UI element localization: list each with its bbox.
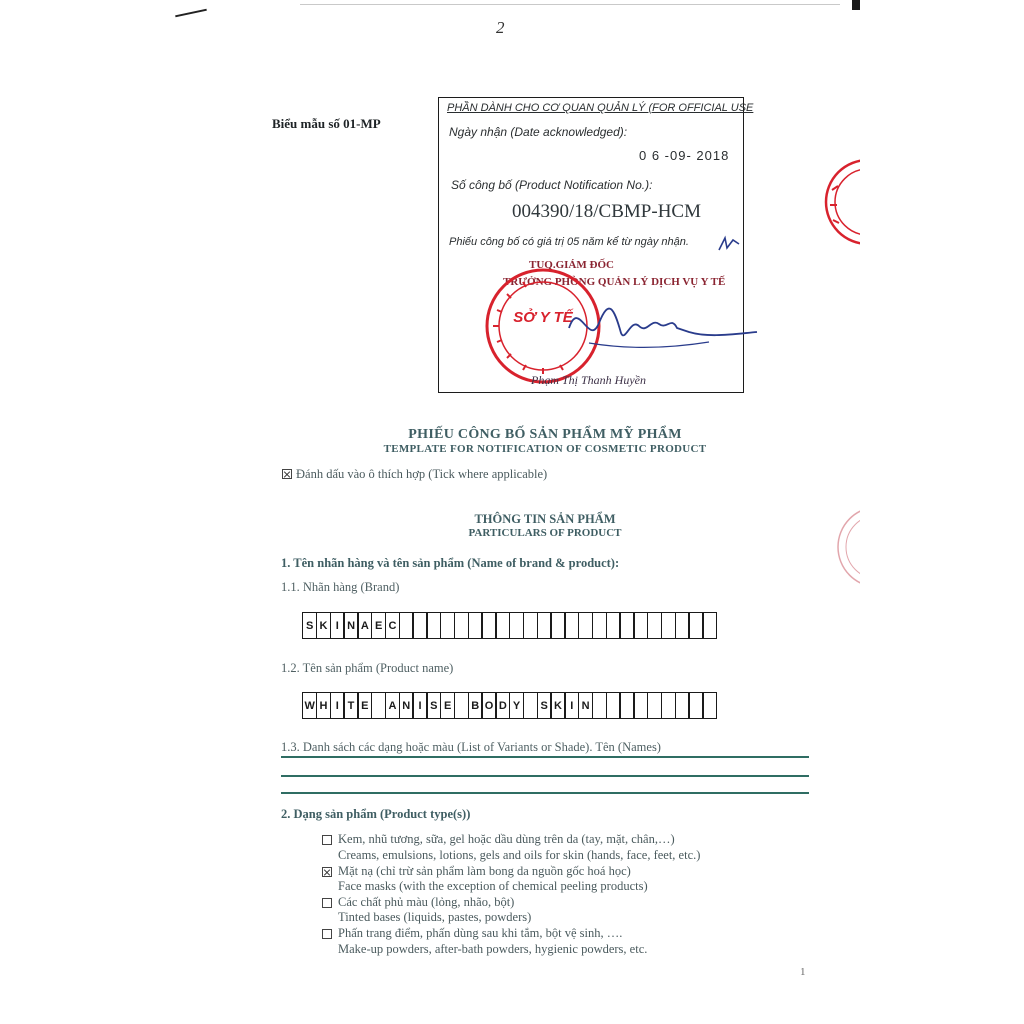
option-4-en: Make-up powders, after-bath powders, hygienic powders, etc. bbox=[338, 942, 648, 956]
product-info-heading-vi: THÔNG TIN SẢN PHẨM bbox=[474, 512, 616, 526]
deputy-director-title: TUQ.GIÁM ĐỐC bbox=[529, 259, 614, 271]
brand-cell[interactable]: E bbox=[371, 612, 386, 639]
notification-number-value: 004390/18/CBMP-HCM bbox=[512, 201, 701, 222]
product-name-cells bbox=[302, 692, 717, 719]
product-name-cell[interactable]: A bbox=[385, 692, 400, 719]
brand-label: 1.1. Nhãn hàng (Brand) bbox=[281, 580, 400, 594]
product-type-option-3[interactable] bbox=[322, 895, 514, 910]
brand-cells bbox=[302, 612, 717, 639]
option-2-checkbox[interactable] bbox=[322, 867, 332, 877]
brand-cell[interactable]: K bbox=[316, 612, 331, 639]
official-use-box bbox=[438, 97, 754, 393]
brand-cell[interactable] bbox=[702, 612, 717, 639]
handwritten-page-mark: 2 bbox=[496, 18, 505, 37]
notification-number-label: Số công bố (Product Notification No.): bbox=[451, 178, 653, 192]
product-name-cell[interactable]: I bbox=[564, 692, 579, 719]
scan-corner-mark bbox=[852, 0, 860, 10]
option-1-vi: Kem, nhũ tương, sữa, gel hoặc dầu dùng trên da (tay, mặt, chân,…) bbox=[338, 832, 675, 846]
product-name-cell[interactable]: K bbox=[550, 692, 565, 719]
option-3-en: Tinted bases (liquids, pastes, powders) bbox=[338, 910, 532, 924]
signature bbox=[559, 288, 759, 368]
product-name-cell[interactable]: S bbox=[426, 692, 441, 719]
brand-cell[interactable]: S bbox=[302, 612, 317, 639]
section-2-heading: 2. Dạng sản phẩm (Product type(s)) bbox=[281, 807, 471, 821]
product-name-cell[interactable]: D bbox=[495, 692, 510, 719]
product-name-cell[interactable]: O bbox=[481, 692, 496, 719]
section-1-heading: 1. Tên nhãn hàng và tên sản phẩm (Name of brand & product): bbox=[281, 556, 620, 570]
seal-text: SỞ Y TẾ bbox=[513, 309, 573, 326]
form-title-en: TEMPLATE FOR NOTIFICATION OF COSMETIC PRODUCT bbox=[383, 443, 707, 455]
product-name-cell[interactable]: E bbox=[357, 692, 372, 719]
option-4-vi: Phấn trang điểm, phấn dùng sau khi tắm, bột vệ sinh, …. bbox=[338, 926, 623, 940]
product-name-cell[interactable]: I bbox=[330, 692, 345, 719]
product-name-cell[interactable] bbox=[702, 692, 717, 719]
option-2-vi: Mặt nạ (chỉ trừ sản phẩm làm bong da nguồn gốc hoá học) bbox=[338, 864, 631, 878]
product-name-cell[interactable]: N bbox=[578, 692, 593, 719]
variants-label: 1.3. Danh sách các dạng hoặc màu (List of Variants or Shade). Tên (Names) bbox=[281, 740, 661, 754]
form-code: Biểu mẫu số 01-MP bbox=[272, 116, 381, 131]
form-title-vi: PHIẾU CÔNG BỐ SẢN PHẨM MỸ PHẨM bbox=[408, 427, 682, 442]
option-1-checkbox[interactable] bbox=[322, 835, 332, 845]
option-2-en: Face masks (with the exception of chemical peeling products) bbox=[338, 879, 648, 893]
official-use-title: PHẦN DÀNH CHO CƠ QUAN QUẢN LÝ (FOR OFFICIAL USE bbox=[447, 102, 754, 114]
product-type-option-4[interactable] bbox=[322, 926, 622, 941]
option-3-vi: Các chất phủ màu (lỏng, nhão, bột) bbox=[338, 895, 515, 909]
variants-line-3 bbox=[281, 792, 809, 794]
brand-cell[interactable]: I bbox=[330, 612, 345, 639]
initial-mark bbox=[717, 234, 741, 256]
option-4-checkbox[interactable] bbox=[322, 929, 332, 939]
pen-mark bbox=[175, 9, 207, 18]
brand-cell[interactable]: C bbox=[385, 612, 400, 639]
page-number: 1 bbox=[800, 966, 806, 978]
product-name-cell[interactable]: B bbox=[468, 692, 483, 719]
product-name-cell[interactable]: T bbox=[343, 692, 358, 719]
option-3-checkbox[interactable] bbox=[322, 898, 332, 908]
product-type-option-1[interactable] bbox=[322, 832, 675, 847]
tick-instruction-text: Đánh dấu vào ô thích hợp (Tick where applicable) bbox=[296, 467, 548, 481]
product-name-cell[interactable]: N bbox=[399, 692, 414, 719]
validity-note: Phiếu công bố có giá trị 05 năm kể từ ngày nhận. bbox=[449, 236, 689, 248]
product-type-option-2[interactable] bbox=[322, 864, 631, 879]
department-head-title: TRƯỞNG PHÒNG QUẢN LÝ DỊCH VỤ Y TẾ bbox=[503, 276, 726, 288]
product-name-label: 1.2. Tên sản phẩm (Product name) bbox=[281, 661, 454, 675]
variants-line-2 bbox=[281, 775, 809, 777]
tick-instruction bbox=[282, 467, 547, 482]
date-acknowledged-label: Ngày nhận (Date acknowledged): bbox=[449, 125, 628, 139]
product-name-cell[interactable]: I bbox=[412, 692, 427, 719]
brand-cell[interactable]: A bbox=[357, 612, 372, 639]
product-info-heading-en: PARTICULARS OF PRODUCT bbox=[468, 527, 622, 539]
product-name-cell[interactable]: W bbox=[302, 692, 317, 719]
tick-sample-icon bbox=[282, 469, 292, 479]
product-name-cell[interactable]: Y bbox=[509, 692, 524, 719]
product-name-cell[interactable]: S bbox=[537, 692, 552, 719]
top-edge-line bbox=[300, 4, 840, 5]
partial-stamp-top-right bbox=[820, 150, 860, 260]
option-1-en: Creams, emulsions, lotions, gels and oils for skin (hands, face, feet, etc.) bbox=[338, 848, 701, 862]
product-name-cell[interactable]: E bbox=[440, 692, 455, 719]
date-acknowledged-value: 0 6 -09- 2018 bbox=[639, 148, 730, 163]
brand-cell[interactable]: N bbox=[343, 612, 358, 639]
product-name-cell[interactable]: H bbox=[316, 692, 331, 719]
variants-line-1 bbox=[281, 756, 809, 758]
signer-name: Phạm Thị Thanh Huyền bbox=[531, 373, 646, 387]
